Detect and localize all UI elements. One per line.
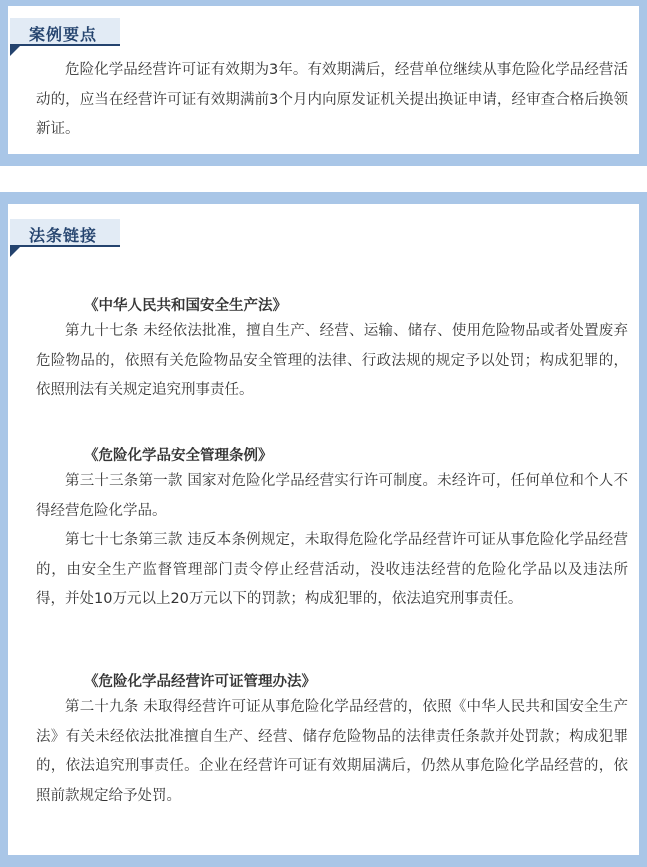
law-links-card (8, 204, 639, 855)
case-points-panel (0, 0, 647, 166)
case-points-body: 危险化学品经营许可证有效期为3年。有效期满后，经营单位继续从事危险化学品经营活动的，应当在经营许可证有效期满前3个月内向原发证机关提出换证申请，经审查合格后换领新证。 (36, 62, 628, 137)
tab-corner-fold (10, 46, 20, 56)
law-article: 第七十七条第三款 违反本条例规定，未取得危险化学品经营许可证从事危险化学品经营的，由安全生产监督管理部门责令停止经营活动，没收违法经营的危险化学品以及违法所得，并处10万元以上20万元以下的罚款；构成犯罪的，依法追究刑事责任。 (36, 532, 628, 607)
law-links-tab (10, 219, 120, 247)
law-links-tab-label: 法条链接 (29, 226, 98, 245)
case-points-tab (10, 18, 120, 46)
law-article: 第二十九条 未取得经营许可证从事危险化学品经营的，依照《中华人民共和国安全生产法》有关未经依法批准擅自生产、经营、储存危险物品的法律责任条款并处罚款；构成犯罪的，依法追究刑事责任。企业在经营许可证有效期届满后，仍然从事危险化学品经营的，依照前款规定给予处罚。 (36, 699, 628, 804)
law-title-safety-production-act: 《中华人民共和国安全生产法》 (84, 298, 287, 314)
case-points-card (8, 6, 639, 154)
law-article: 第九十七条 未经依法批准，擅自生产、经营、运输、储存、使用危险物品或者处置废弃危险物品的，依照有关危险物品安全管理的法律、行政法规的规定予以处罚；构成犯罪的，依照刑法有关规定追究刑事责任。 (36, 323, 628, 398)
law-article: 第三十三条第一款 国家对危险化学品经营实行许可制度。未经许可，任何单位和个人不得经营危险化学品。 (36, 473, 628, 519)
law-title-hazardous-chemicals-regulation: 《危险化学品安全管理条例》 (84, 448, 273, 464)
law-title-license-management-measures: 《危险化学品经营许可证管理办法》 (84, 674, 316, 690)
tab-corner-fold (10, 247, 20, 257)
law-links-panel (0, 192, 647, 867)
case-points-tab-label: 案例要点 (29, 25, 98, 44)
